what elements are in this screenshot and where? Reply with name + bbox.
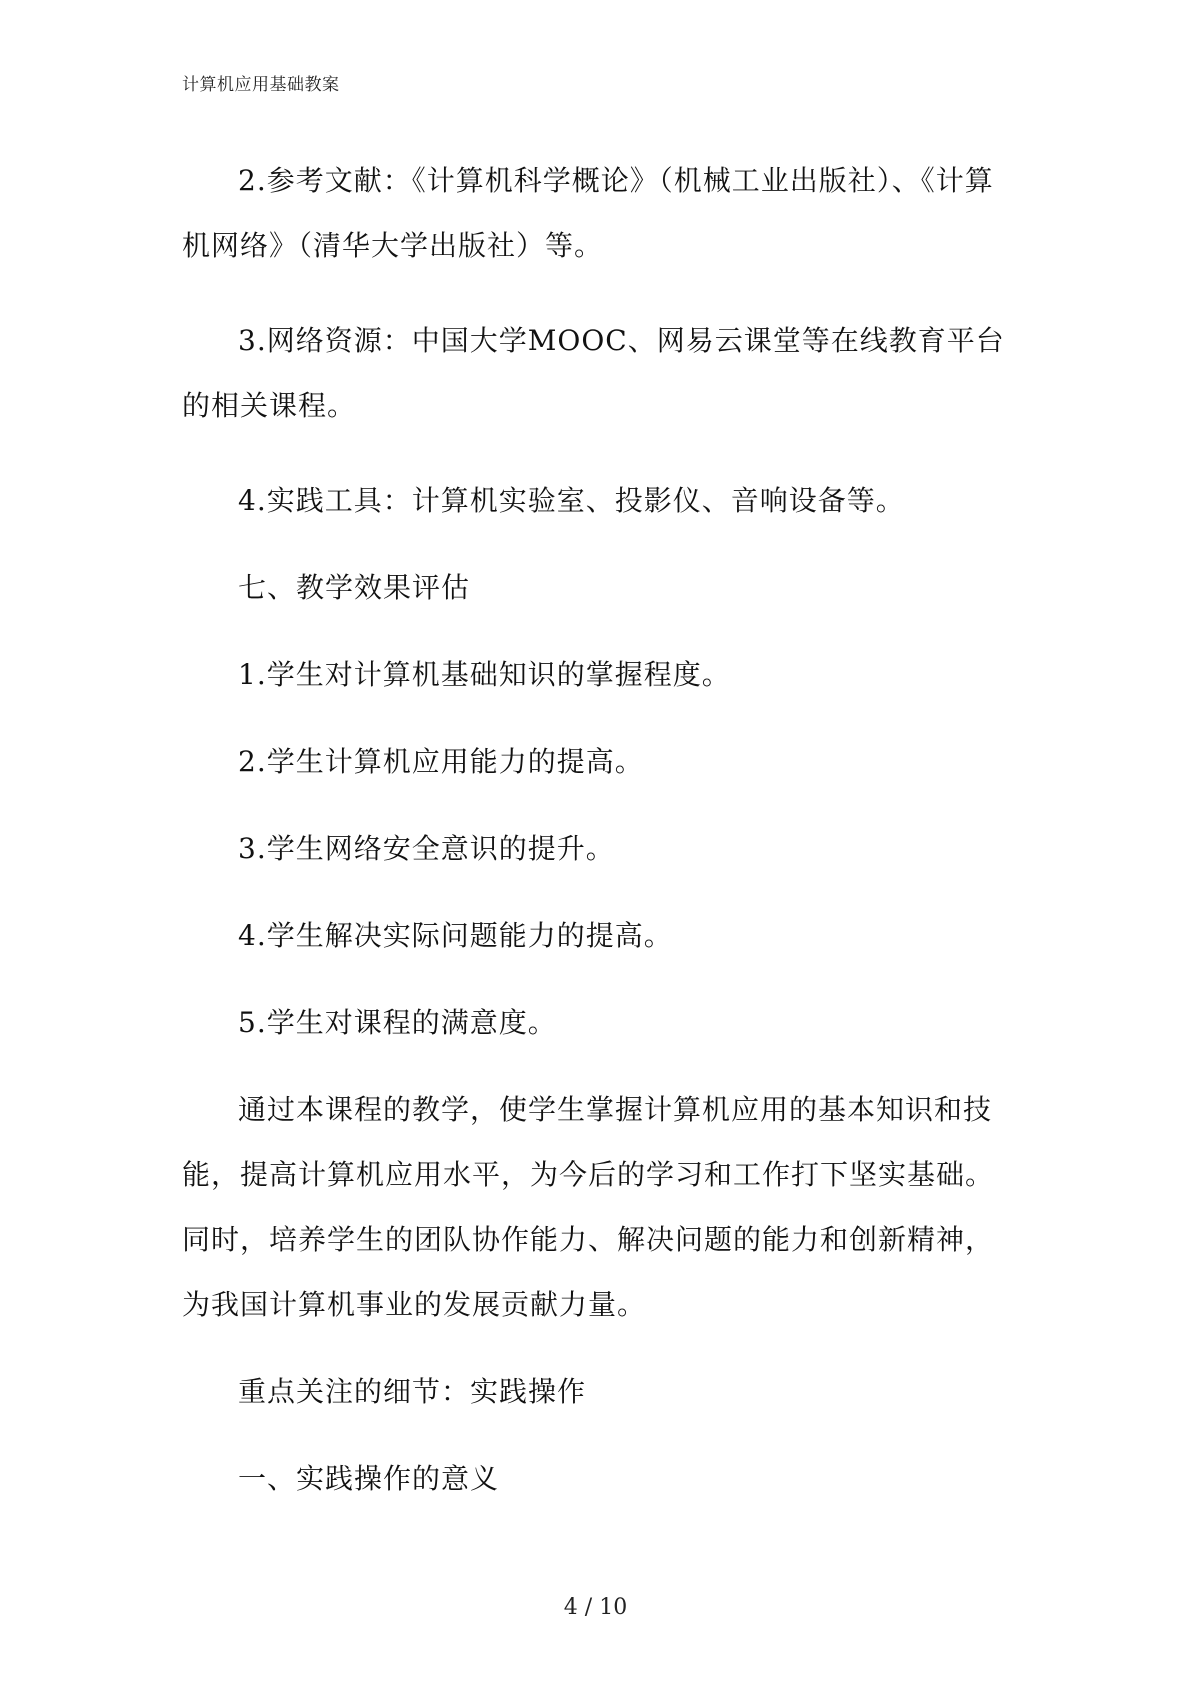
paragraph-conclusion: 通过本课程的教学，使学生掌握计算机应用的基本知识和技能，提高计算机应用水平，为今后的学习和工作打下坚实基础。同时，培养学生的团队协作能力、解决问题的能力和创新精神，为我国计算机事业的发展贡献力量。 — [182, 1093, 995, 1321]
list-item-evaluation-3: 3.学生网络安全意识的提升。 — [238, 832, 615, 865]
section-heading-evaluation: 七、教学效果评估 — [238, 571, 471, 604]
document-body — [182, 148, 1012, 1511]
section-heading-practice-significance: 一、实践操作的意义 — [238, 1462, 500, 1495]
list-item-evaluation-5: 5.学生对课程的满意度。 — [238, 1006, 557, 1039]
paragraph-practice-tools: 4.实践工具：计算机实验室、投影仪、音响设备等。 — [238, 484, 905, 517]
paragraph-references: 2.参考文献：《计算机科学概论》（机械工业出版社）、《计算机网络》（清华大学出版社）等。 — [182, 164, 994, 262]
list-item-evaluation-2: 2.学生计算机应用能力的提高。 — [238, 745, 644, 778]
list-item-evaluation-1: 1.学生对计算机基础知识的掌握程度。 — [238, 658, 731, 691]
list-item-evaluation-4: 4.学生解决实际问题能力的提高。 — [238, 919, 673, 952]
page-number: 4 / 10 — [563, 1595, 628, 1620]
paragraph-online-resources: 3.网络资源：中国大学MOOC、网易云课堂等在线教育平台的相关课程。 — [182, 324, 1005, 422]
running-header: 计算机应用基础教案 — [182, 75, 340, 95]
paragraph-focus-detail: 重点关注的细节：实践操作 — [238, 1375, 587, 1408]
